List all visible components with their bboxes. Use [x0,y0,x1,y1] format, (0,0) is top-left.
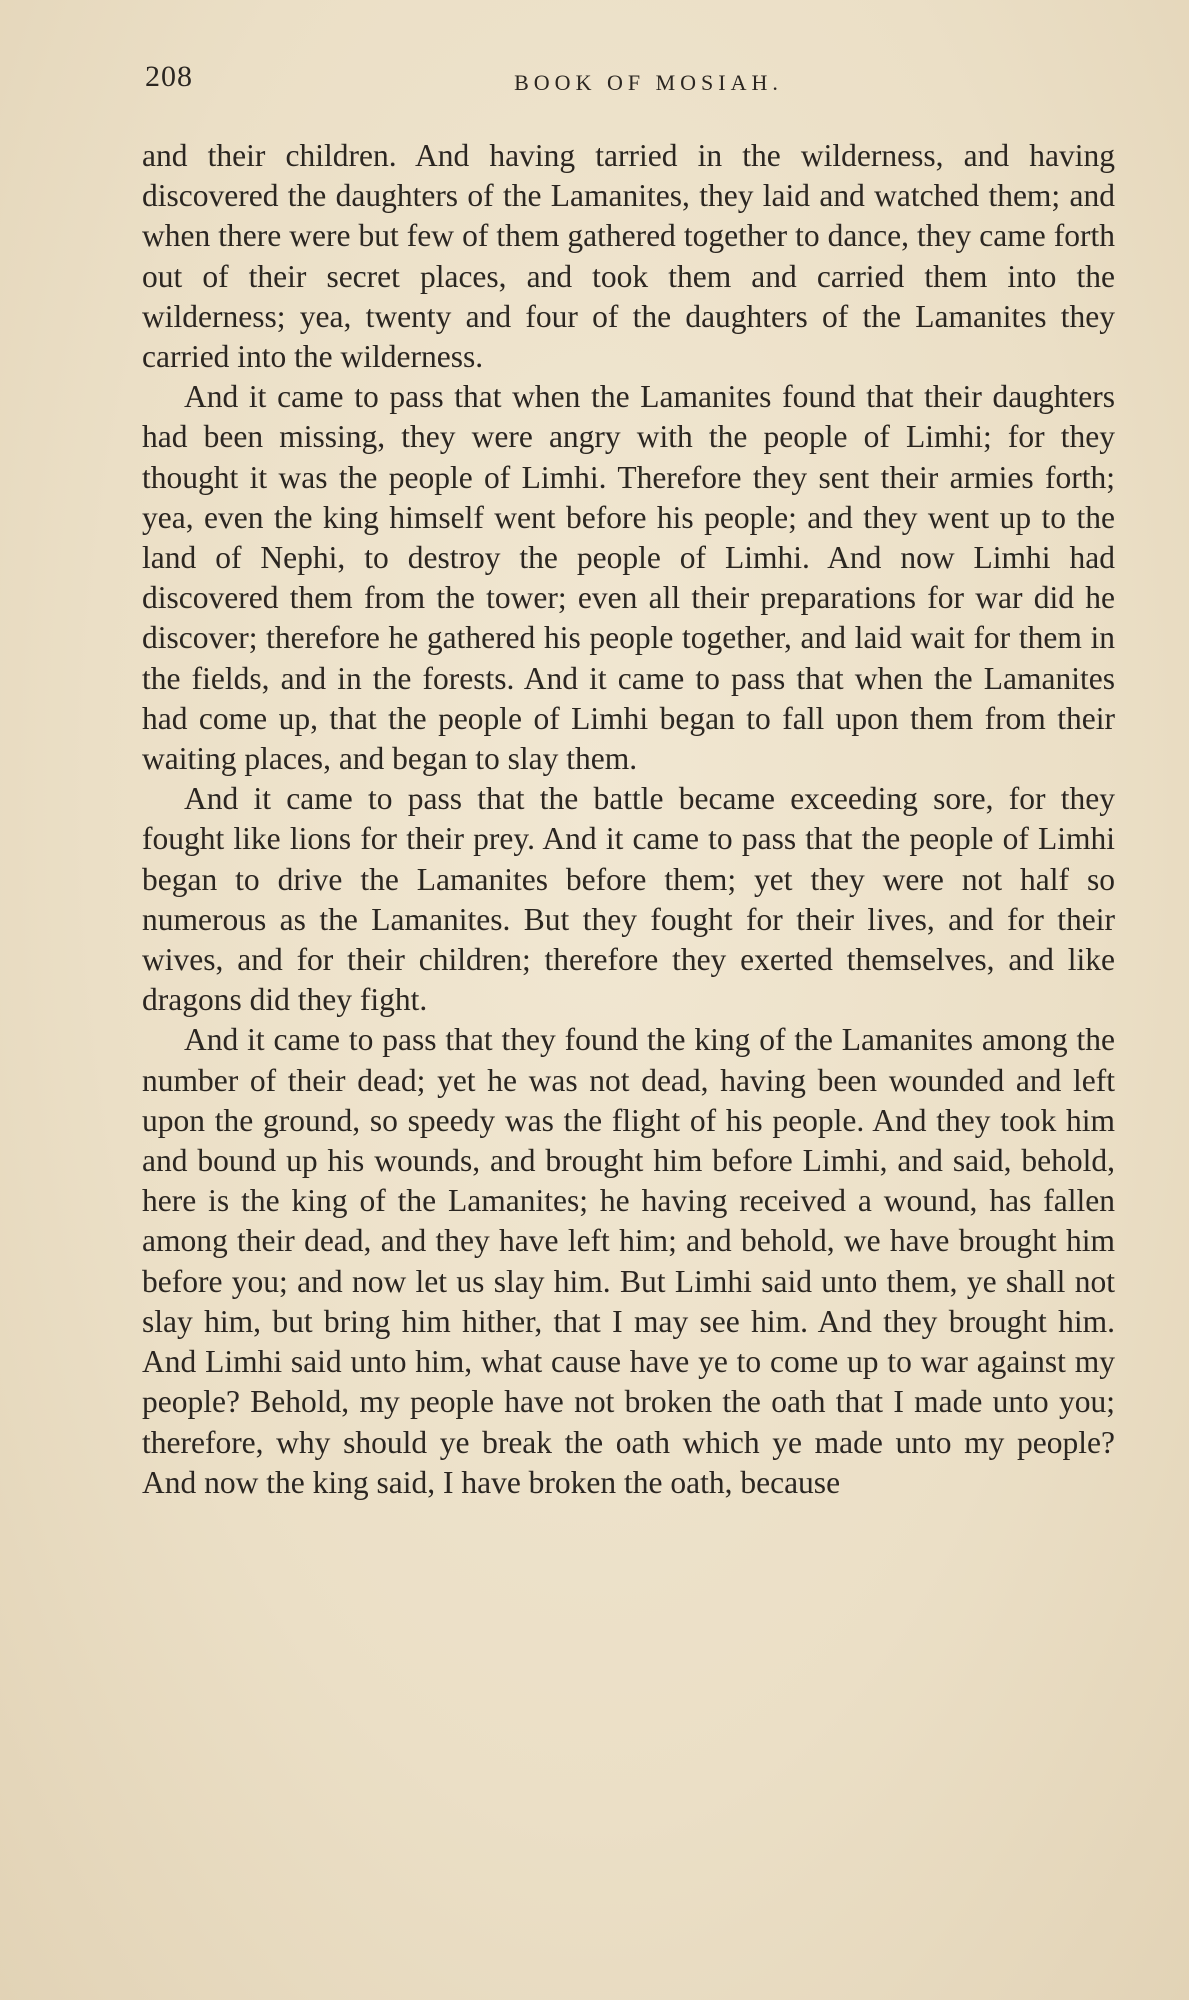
paragraph: And it came to pass that when the Lamanites found that their daughters had been missing, they were angry with the people of Limhi; for they thought it was the people of Limhi. Therefore they sent their armies forth; yea, even the king himself went before his people; and they went up to the land of Nephi, to destroy the people of Limhi. And now Limhi had discovered them from the tower; even all their preparations for war did he discover; therefore he gathered his people together, and laid wait for them in the fields, and in the forests. And it came to pass that when the Lamanites had come up, that the people of Limhi began to fall upon them from their waiting places, and began to slay them. [142,379,1115,777]
page-number: 208 [145,60,193,93]
paragraph: And it came to pass that the battle became exceeding sore, for they fought like lions for their prey. And it came to pass that the people of Limhi began to drive the Lamanites before them; yet they were not half so numerous as the Lamanites. But they fought for their lives, and for their wives, and for their children; therefore they exerted themselves, and like dragons did they fight. [142,781,1115,1018]
body-text [142,136,1115,1503]
running-head: BOOK OF MOSIAH. [514,70,783,95]
page-header [142,60,1115,106]
paragraph: And it came to pass that they found the king of the Lamanites among the number of their dead; yet he was not dead, having been wounded and left upon the ground, so speedy was the flight of his people. And they took him and bound up his wounds, and brought him before Limhi, and said, behold, here is the king of the Lamanites; he having received a wound, has fallen among their dead, and they have left him; and behold, we have brought him before you; and now let us slay him. But Limhi said unto them, ye shall not slay him, but bring him hither, that I may see him. And they brought him. And Limhi said unto him, what cause have ye to come up to war against my people? Behold, my people have not broken the oath that I made unto you; therefore, why should ye break the oath which ye made unto my people? And now the king said, I have broken the oath, because [142,1022,1115,1500]
paragraph: and their children. And having tarried in the wilderness, and having discovered the daughters of the Lamanites, they laid and watched them; and when there were but few of them gathered together to dance, they came forth out of their secret places, and took them and carried them into the wilderness; yea, twenty and four of the daughters of the Lamanites they carried into the wilderness. [142,138,1115,375]
